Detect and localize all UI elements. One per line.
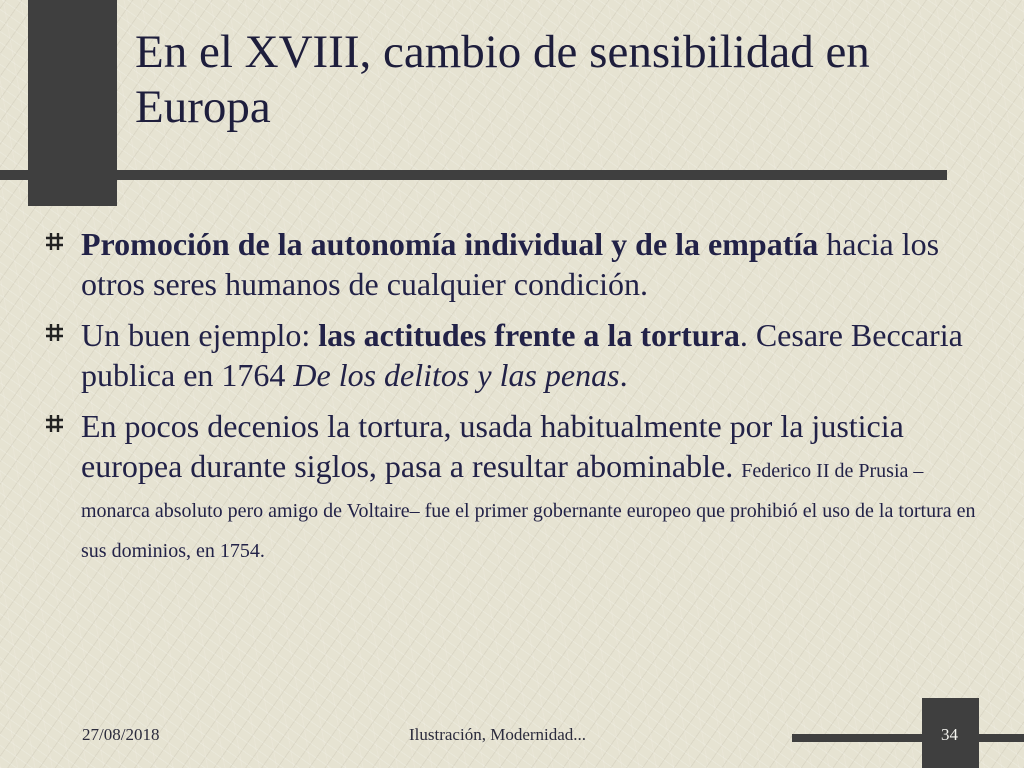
bullet-3-small-text: Federico II de Prusia –monarca absoluto pero amigo de Voltaire– fue el primer gobernante europeo que prohibió el uso de la tortura en sus dominios, en 1754. — [81, 460, 976, 562]
bullet-2-bold: las actitudes frente a la tortura — [318, 317, 740, 353]
footer-title: Ilustración, Modernidad... — [409, 725, 587, 744]
bullet-2-italic: De los delitos y las penas — [293, 357, 620, 393]
bullet-item-2 — [46, 315, 976, 395]
page-number: 34 — [941, 725, 958, 744]
bullet-1-text: hacia los otros seres humanos de cualquier condición. — [81, 226, 940, 302]
bullet-item-3 — [46, 406, 976, 566]
bullet-1-bold: Promoción de la autonomía individual y de la empatía — [81, 226, 819, 262]
bullet-2-middle: . Cesare Beccaria publica en 1764 — [81, 317, 963, 393]
bullet-item-1 — [46, 224, 976, 304]
bullet-3-text: En pocos decenios la tortura, usada habitualmente por la justicia europea durante siglos, pasa a resultar abominable. — [81, 408, 904, 484]
bullet-2-end: . — [619, 357, 628, 393]
hash-bullet-icon — [46, 233, 63, 250]
footer-date: 27/08/2018 — [82, 725, 160, 744]
hash-bullet-icon — [46, 415, 63, 432]
slide-title: En el XVIII, cambio de sensibilidad en Europa — [135, 26, 870, 133]
bullet-2-prefix: Un buen ejemplo: — [81, 317, 319, 353]
hash-bullet-icon — [46, 324, 63, 341]
decorative-rule-bottom — [792, 734, 1024, 742]
bullet-list — [46, 224, 976, 577]
decorative-rule-top — [0, 170, 947, 180]
